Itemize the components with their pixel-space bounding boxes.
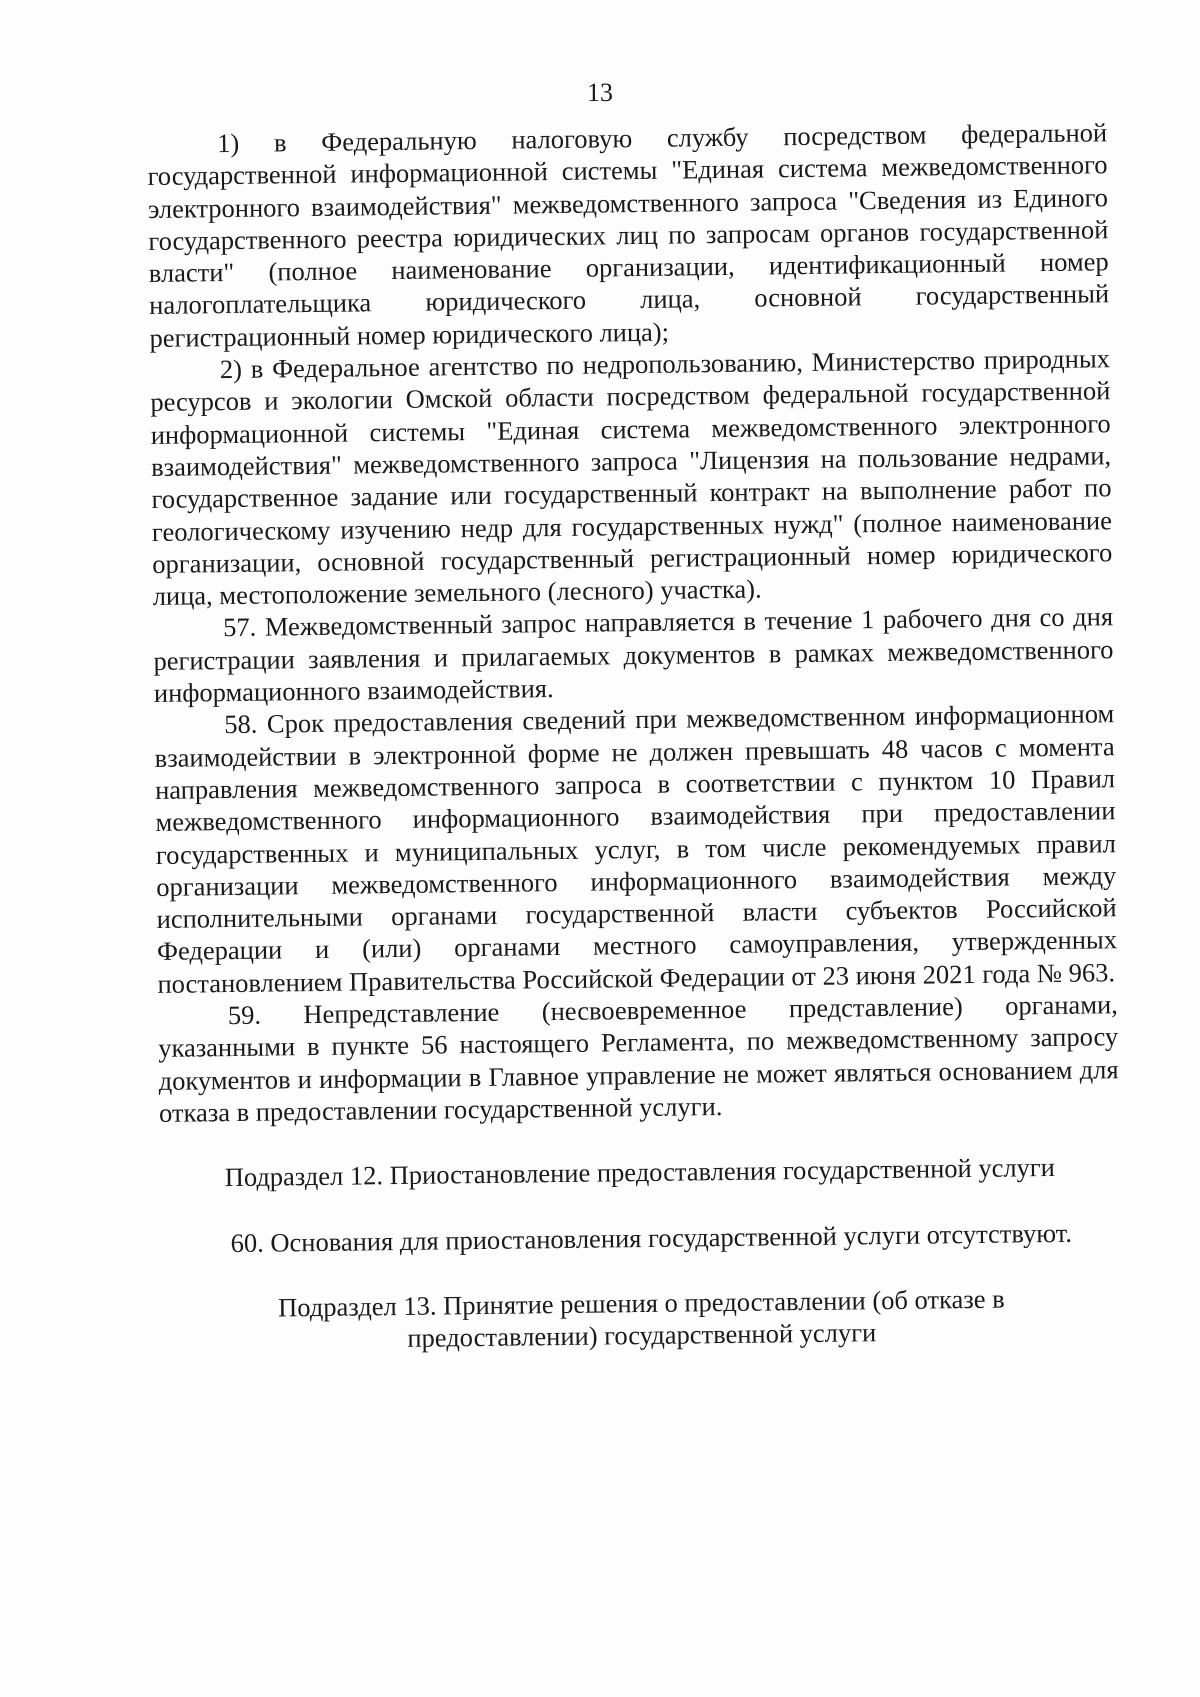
- paragraph-item-2: 2) в Федеральное агентство по недропользованию, Министерство природных ресурсов и экологии Омской области посредством федеральной государственной информационной системы "Единая система межведомственного электронного взаимодействия" межведомственного запроса "Лицензия на пользование недрами, государственное задание или государственный контракт на выполнение работ по геологическому изучению недр для государственных нужд" (полное наименование организации, основной государственный регистрационный номер юридического лица, местоположение земельного (лесного) участка).: [150, 343, 1113, 612]
- paragraph-57: 57. Межведомственный запрос направляется в течение 1 рабочего дня со дня регистрации заявления и прилагаемых документов в рамках межведомственного информационного взаимодействия.: [153, 601, 1114, 709]
- document-body: [147, 116, 1122, 1357]
- subsection-13-heading: Подраздел 13. Принятие решения о предоставлении (об отказе в предоставлении) государственной услуги: [277, 1283, 1005, 1354]
- page-number: 13: [587, 78, 613, 107]
- paragraph-60: 60. Основания для приостановления государственной услуги отсутствуют.: [230, 1217, 1073, 1258]
- paragraph-58: 58. Срок предоставления сведений при межведомственном информационном взаимодействии в электронной форме не должен превышать 48 часов с момента направления межведомственного запроса в соответствии с пунктом 10 Правил межведомственного информационного взаимодействия при предоставлении государственных и муниципальных услуг, в том числе рекомендуемых правил организации межведомственного информационного взаимодействия между исполнительными органами государственной власти субъектов Российской Федерации и (или) органами местного самоуправления, утвержденных постановлением Правительства Российской Федерации от 23 июня 2021 года № 963.: [154, 698, 1118, 999]
- paragraph-59: 59. Непредставление (несвоевременное представление) органами, указанными в пункте 56 настоящего Регламента, по межведомственному запросу документов и информации в Главное управление не может являться основанием для отказа в предоставлении государственной услуги.: [158, 989, 1119, 1128]
- subsection-12-heading: Подраздел 12. Приостановление предоставления государственной услуги: [224, 1152, 1056, 1193]
- paragraph-item-1: 1) в Федеральную налоговую службу посредством федеральной государственной информационной системы "Единая система межведомственного электронного взаимодействия" межведомственного запроса "Сведения из Единого государственного реестра юридических лиц по запросам органов государственной власти" (полное наименование организации, идентификационный номер налогоплательщика юридического лица, основной государственный регистрационный номер юридического лица);: [147, 117, 1110, 353]
